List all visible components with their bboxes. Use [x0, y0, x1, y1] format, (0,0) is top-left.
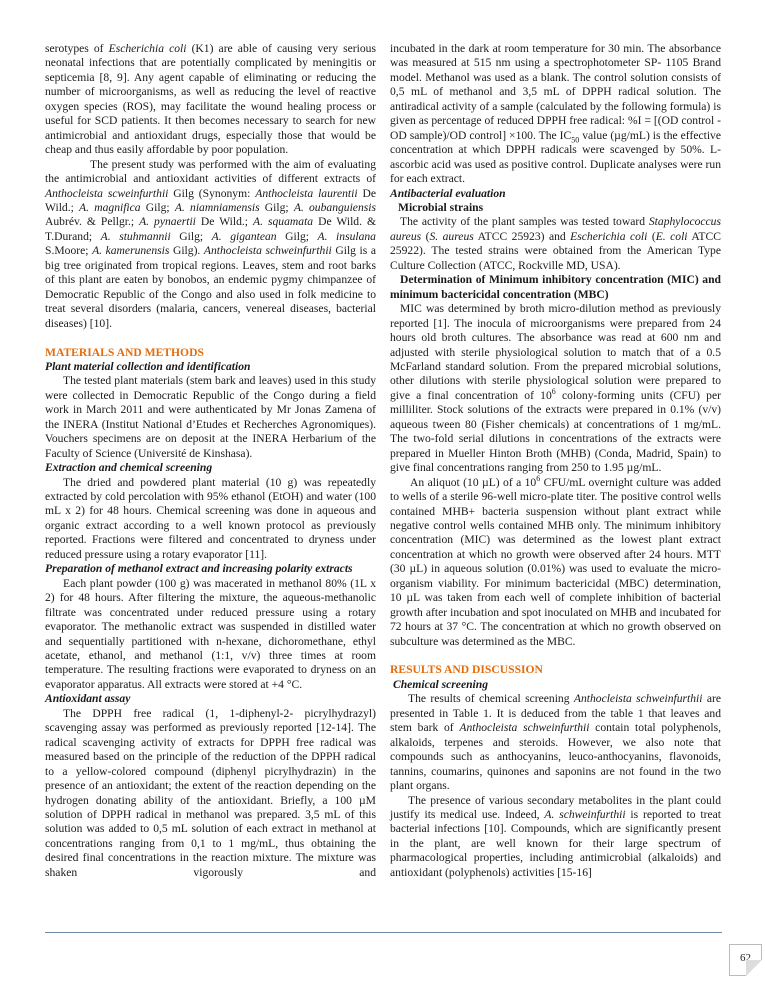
text-run: The DPPH free radical (1, 1-diphenyl-2- picrylhydrazyl) scavenging assay was performed as previously reported [12-14]. The radical scavenging activity of extracts for DPPH free radical was measured based on the principle of the reduction of the DPPH radical to a yellow-colored compound (diphenyl picrylhydrazin) in the presence of an antioxidant; the extent of the reaction depending on the hydrogen donating ability of the antioxidant. Briefly, a 100 µM solution of DPPH radical in methanol was prepared. 3,5 mL of this solution was added to 0,5 mL solution of each extract in methanol at concentrations ranging from 0,1 to 1 mg/mL, thus obtaining the desired final concentrations in the reaction mixture. The mixture was shaken vigorously and — [45, 706, 376, 879]
text-run: Anthocleista schweinfurthii — [573, 692, 703, 706]
paragraph-study-aim — [45, 158, 376, 331]
text-run: A. stuhmannii — [100, 229, 171, 243]
footer-rule — [45, 932, 722, 933]
text-run: Escherichia coli — [108, 42, 187, 55]
text-run: Gilg is a big tree originated from tropical regions. Leaves, stem and root barks of this plant are eaten by bonobos, an endemic pygmy chimpanzee of Democratic Republic of the Congo and also used in folk medicine to treat several disorders (malaria, cancers, venereal diseases, bacterial diseases) [10]. — [45, 244, 377, 330]
text-run: 6 — [551, 387, 556, 397]
text-run: value (µg/mL) is the effective concentration at which DPPH radicals were scavenged by 50%. L-ascorbic acid was used as positive control. Duplicate analyses were run for each extract. — [390, 128, 721, 186]
text-run: Aubrév. & Pellgr.; — [45, 215, 140, 229]
text-run: CFU/mL overnight culture was added to wells of a sterile 96-well micro-plate titer. The positive control wells contained MHB+ bacteria suspension without plant extract while negative control wells contained MHB only. The minimum inhibitory concentration (MIC) was determined as the lowest plant extract concentration at which no growth were observed after 24 hours. MTT (30 µL) in aqueous solution (0.01%) was used to evaluate the micro-organism viability. For minimum bactericidal (MBC) determination, 10 µL was taken from each well of complete inhibition of bacterial growth after incubation and spot inoculated on MHB and incubated for 72 hours at 37 °C. The concentration at which no growth observed on subculture was determined as the MBC. — [390, 475, 721, 648]
text-run: Gilg; — [170, 229, 212, 243]
text-run: A. kamerunensis — [92, 244, 170, 258]
text-run: The dried and powdered plant material (10 g) was repeatedly extracted by cold percolation with 95% ethanol (EtOH) and water (100 mL x 2) for 48 hours. Chemical screening was done in aqueous and organic extract according to a well known protocol as previously reported. Fractions were filtered and concentrated to dryness under reduced pressure using a rotary evaporator [11]. — [45, 475, 376, 561]
text-run: Gilg). — [169, 244, 204, 258]
text-run: serotypes of — [45, 42, 109, 55]
text-run: ATCC 25922). The tested strains were obtained from the American Type Culture Collection (ATCC, Rockville MD, USA). — [390, 229, 721, 272]
subheading-microbial-strains: Microbial strains — [398, 200, 484, 214]
paragraph-chemical-screening — [390, 692, 721, 793]
paragraph-intro-continued — [45, 42, 376, 158]
text-run: (K1) are able of causing very serious neonatal infections that are potentially complicated by meningitis or septicemia [8, 9]. Any agent capable of eliminating or reducing the number of microorganisms, as well as reducing the level of reactive oxygen species (ROS), may facilitate the wound healing process or useful for SCD patients. It then becomes necessary to search for new antimicrobial and antioxidant drugs, especially those that would be cheap and thus easily affordable by poor population. — [45, 42, 376, 157]
text-run: is reported to treat bacterial infections [10]. Compounds, which are significantly present in the plant, are well known for their large spectrum of pharmacological properties, including antimicrobial (alkaloids) and antioxidant (polyphenols) activities [15-16] — [390, 808, 721, 879]
text-run: The presence of various secondary metabolites in the plant could justify its medical use. Indeed, — [390, 793, 721, 821]
text-run: 6 — [536, 473, 541, 483]
text-run: ( — [421, 229, 430, 243]
text-run: A. magnifica — [79, 200, 141, 214]
text-run: The present study was performed with the aim of evaluating the antimicrobial and antioxidant activities of different extracts of — [45, 157, 376, 186]
text-run: are presented in Table 1. It is deduced from the table 1 that leaves and stem bark of — [390, 692, 721, 735]
paragraph-plant-material — [45, 374, 376, 461]
text-run: Anthocleista scweinfurthii — [45, 186, 169, 200]
subheading-mic-mbc: Determination of Minimum inhibitory concentration (MIC) and minimum bactericidal concentration (MBC) — [390, 273, 721, 301]
text-run: Escherichia coli — [570, 229, 648, 243]
text-run: Each plant powder (100 g) was macerated in methanol 80% (1L x 2) for 48 hours. After filtering the mixture, the aqueous-methanolic filtrate was concentrated under reduced pressure using a rotary evaporator. The methanolic extract was suspended in distilled water and sequentially partitioned with n-hexane, dichoromethane, ethyl acetate, ethanol, and methanol (1:1, v/v) three times at room temperature. The resulting fractions were evaporated to dryness on an evaporator apparatus. All extracts were stored at +4 °C. — [45, 576, 376, 691]
text-run: ( — [647, 229, 656, 243]
paragraph-microbial-strains — [390, 215, 721, 273]
text-run: Gilg; — [140, 200, 175, 214]
text-run: E. coli — [655, 229, 688, 243]
text-run: The activity of the plant samples was tested toward — [400, 215, 649, 229]
text-run: The results of chemical screening — [408, 692, 574, 706]
text-run: S.Moore; — [45, 244, 93, 258]
text-run: A. schweinfurthii — [544, 808, 626, 821]
text-run: Gilg (Synonym: — [168, 186, 256, 200]
paragraph-methanol-extract — [45, 577, 376, 693]
paragraph-secondary-metabolites — [390, 794, 721, 881]
text-run: ATCC 25923) and — [473, 229, 571, 243]
text-run: A. gigantean — [211, 229, 277, 243]
paragraph-dpph-continued — [390, 42, 721, 187]
page-curl-icon — [746, 960, 762, 976]
right-column — [390, 42, 721, 880]
subheading-antioxidant-assay: Antioxidant assay — [45, 692, 131, 706]
page-number: 62 — [740, 952, 751, 964]
section-heading-materials-methods: MATERIALS AND METHODS — [45, 345, 204, 359]
text-run: De Wild.; — [195, 215, 254, 229]
text-run: colony-forming units (CFU) per milliliter. Stock solutions of the extracts were prepared in 0.1% (v/v) aqueous tween 80 (Fisher chemicals) at concentrations of 1 mg/mL. The two-fold serial dilutions in concentrations of the extracts were prepared in Mueller Hinton Broth (MHB) (Conda, Madrid, Spain) to give final concentrations ranging from 250 to 1.95 µg/mL. — [390, 388, 721, 475]
subheading-antibacterial-evaluation: Antibacterial evaluation — [390, 186, 506, 200]
text-run: De Wild.; — [45, 186, 377, 214]
subheading-chemical-screening: Chemical screening — [393, 677, 489, 691]
text-run: A. oubanguiensis — [293, 200, 376, 214]
text-run: A. squamata — [253, 215, 314, 229]
paragraph-mic — [390, 302, 721, 475]
page-number-box — [729, 944, 762, 976]
text-run: Anthocleista schweinfurthii — [203, 244, 332, 258]
subheading-extraction: Extraction and chemical screening — [45, 461, 213, 475]
paragraph-antioxidant-assay — [45, 707, 376, 880]
text-run: An aliquot (10 µL) of a 10 — [410, 475, 537, 489]
text-run: Gilg; — [276, 229, 318, 243]
text-run: Staphylococcus aureus — [390, 215, 721, 243]
section-heading-results-discussion: RESULTS AND DISCUSSION — [390, 663, 543, 677]
text-run: contain total polyphenols, alkaloids, terpenes and steroids. However, we also note that compounds such as anthocyanins, leuco-anthocyanins, flavonoids, tannins, coumarins, quinones and saponins are not found in the two plant organs. — [390, 721, 721, 793]
text-run: A. pynaertii — [139, 215, 196, 229]
text-run: The tested plant materials (stem bark and leaves) used in this study were collected in Democratic Republic of the Congo during a field work in March 2011 and were authenticated by Mr Jonas Zamena of the INERA (Institut National d’Etudes et Recherches Agronomiques). Vouchers specimens are on deposit at the INERA Herbarium of the Faculty of Science (Université de Kinshasa). — [45, 374, 376, 460]
paragraph-extraction — [45, 476, 376, 563]
text-run: MIC was determined by broth micro-dilution method as previously reported [1]. The inocula of microorganisms were prepared from 24 hours old broth cultures. The absorbance was read at 600 nm and adjusted with sterile physiological solution to match that of a 0.5 McFarland standard solution. From the prepared microbial solutions, other dilutions with sterile physiological solution were prepared to give a final concentration of 10 — [390, 302, 721, 402]
text-run: Anthocleista laurentii — [255, 186, 358, 200]
text-run: incubated in the dark at room temperature for 30 min. The absorbance was measured at 515 nm using a spectrophotometer SP- 1105 Brand model. Methanol was used as a blank. The control solution consists of 0,5 mL of methanol and 3,5 mL of DPPH radical solution. The antiradical activity of a sample (calculated by the following formula) is given as percentage of reduced DPPH free radical: %I = [(OD control - OD sample)/OD control] ×100. The IC — [390, 42, 721, 142]
text-run: A. niamniamensis — [174, 200, 260, 214]
text-run: Gilg; — [259, 200, 294, 214]
text-run: Anthocleista schweinfurthii — [459, 721, 590, 735]
subheading-methanol-extract: Preparation of methanol extract and increasing polarity extracts — [45, 562, 353, 576]
text-run: 50 — [571, 135, 580, 145]
text-run: S. aureus — [429, 229, 474, 243]
text-run: A. insulana — [317, 229, 376, 243]
subheading-plant-material: Plant material collection and identification — [45, 359, 251, 373]
text-run: De Wild. & T.Durand; — [45, 215, 377, 243]
paragraph-aliquot — [390, 473, 721, 649]
left-column — [45, 42, 376, 880]
